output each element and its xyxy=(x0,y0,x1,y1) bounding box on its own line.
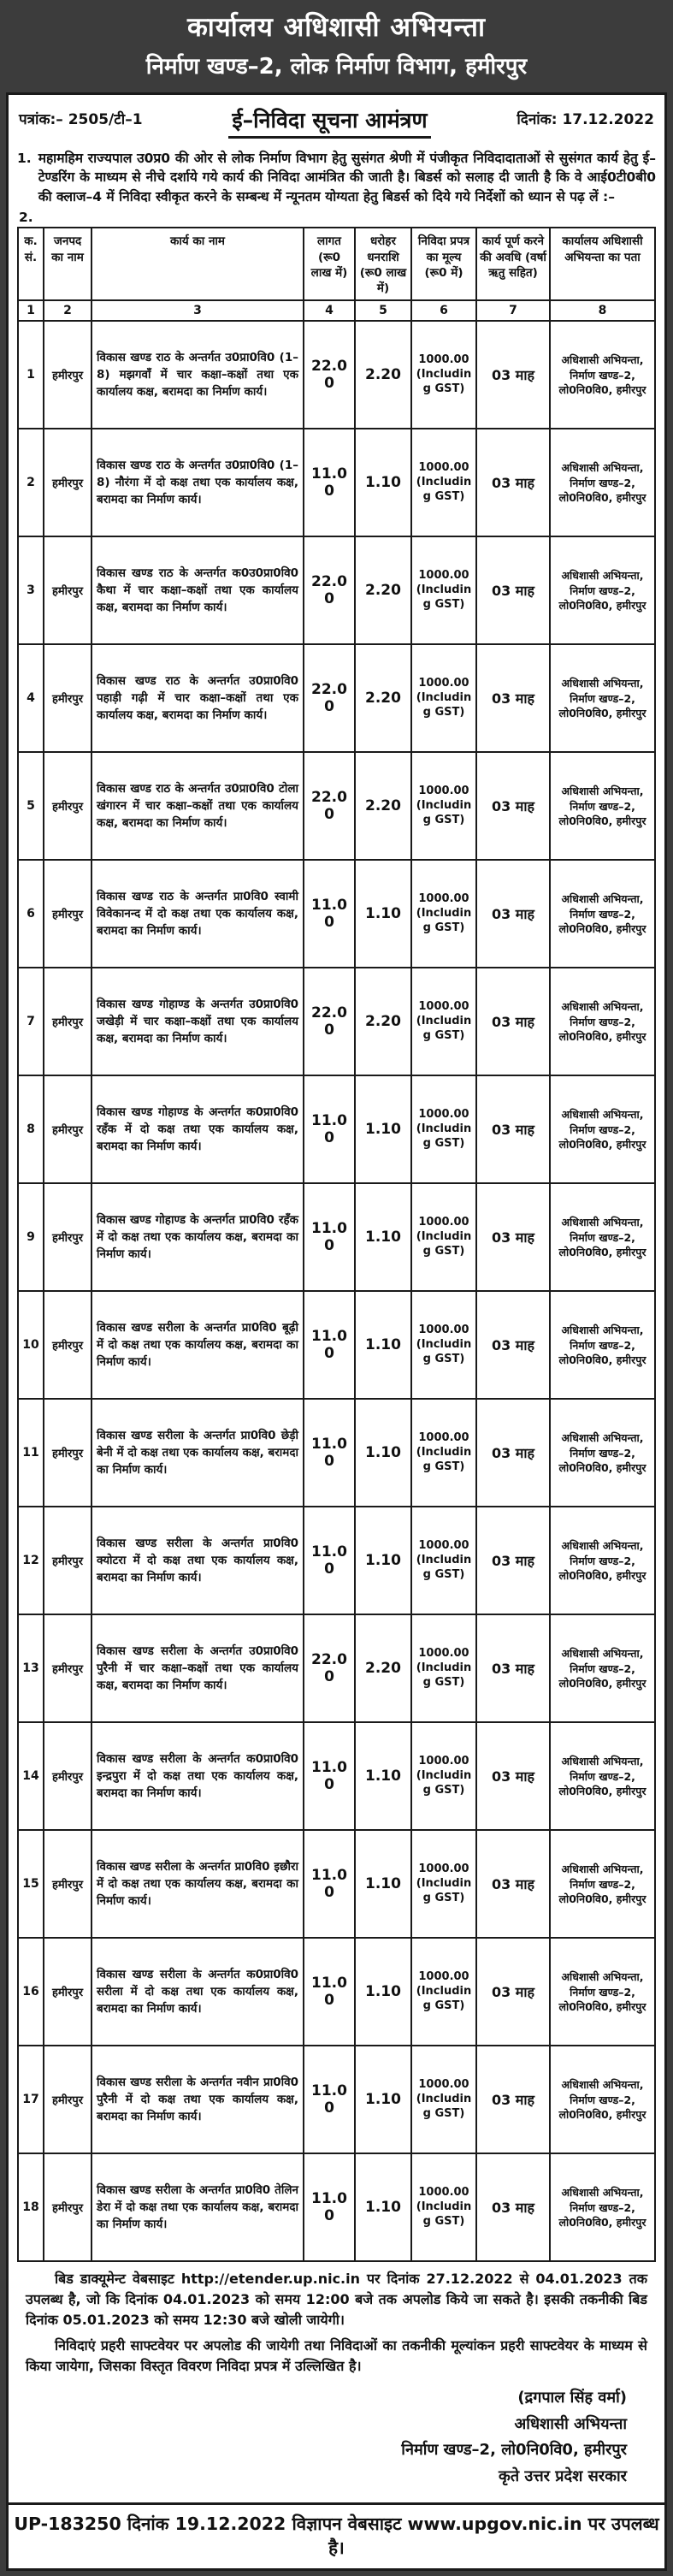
cell-district: हमीरपुर xyxy=(44,1614,92,1722)
table-row xyxy=(18,321,655,429)
table-row xyxy=(18,1399,655,1507)
cell-work: विकास खण्ड गोहाण्ड के अन्तर्गत क0प्रा0वि0 रहँक में दो कक्ष तथा एक कार्यालय कक्ष, बरामदा का निर्माण कार्य। xyxy=(92,1075,304,1183)
cell-fee: 1000.00 (Including GST) xyxy=(411,429,476,536)
signatory-name: (द्रगपाल सिंह वर्मा) xyxy=(517,2389,627,2407)
cell-emd: 2.20 xyxy=(355,644,411,752)
cell-duration: 03 माह xyxy=(476,644,550,752)
intro-item-number: 1. xyxy=(17,151,32,166)
signatory-on-behalf: कृते उत्तर प्रदेश सरकार xyxy=(499,2467,627,2486)
cell-duration: 03 माह xyxy=(476,2153,550,2261)
cell-cost: 11.00 xyxy=(304,2046,355,2153)
masthead xyxy=(0,0,673,92)
footer-notes xyxy=(17,2262,656,2385)
cell-duration: 03 माह xyxy=(476,1830,550,1938)
header-emd: धरोहर धनराशि (रू0 लाख में) xyxy=(355,228,411,300)
meta-row xyxy=(17,100,656,140)
cell-address: अधिशासी अभियन्ता, निर्माण खण्ड–2, लो0नि0वि0, हमीरपुर xyxy=(550,1722,655,1830)
cell-work: विकास खण्ड राठ के अन्तर्गत उ0प्रा0वि0 (1–8) नौरंगा में दो कक्ष तथा एक कार्यालय कक्ष, बरामदा का निर्माण कार्य। xyxy=(92,429,304,536)
cell-address: अधिशासी अभियन्ता, निर्माण खण्ड–2, लो0नि0वि0, हमीरपुर xyxy=(550,536,655,644)
cell-work: विकास खण्ड राठ के अन्तर्गत उ0प्रा0वि0 (1–8) मझगवाँ में चार कक्षा–कक्षों तथा एक कार्यालय कक्ष, बरामदा का निर्माण कार्य। xyxy=(92,321,304,429)
cell-district: हमीरपुर xyxy=(44,321,92,429)
cell-duration: 03 माह xyxy=(476,536,550,644)
cell-sno: 3 xyxy=(18,536,44,644)
item-2-number: 2. xyxy=(19,210,33,226)
cell-work: विकास खण्ड गोहाण्ड के अन्तर्गत उ0प्रा0वि0 जखेड़ी में चार कक्षा–कक्षों तथा एक कार्यालय कक्ष, बरामदा का निर्माण कार्य। xyxy=(92,968,304,1075)
cell-address: अधिशासी अभियन्ता, निर्माण खण्ड–2, लो0नि0वि0, हमीरपुर xyxy=(550,1830,655,1938)
table-row xyxy=(18,1075,655,1183)
cell-district: हमीरपुर xyxy=(44,644,92,752)
header-duration: कार्य पूर्ण करने की अवधि (वर्षा ऋतु सहित) xyxy=(476,228,550,300)
org-division: निर्माण खण्ड–2, लोक निर्माण विभाग, हमीरपुर xyxy=(145,54,528,80)
cell-sno: 1 xyxy=(18,321,44,429)
cell-district: हमीरपुर xyxy=(44,1399,92,1507)
cell-duration: 03 माह xyxy=(476,1507,550,1614)
letter-number: पत्रांक:– 2505/टी–1 xyxy=(19,111,143,128)
prahari-software-note: निविदाएं प्रहरी साफ्टवेयर पर अपलोड की जायेगी तथा निविदाओं का तकनीकी मूल्यांकन प्रहरी साफ्टवेयर के माध्यम से किया जायेगा, जिसका विस्तृत विवरण निविदा प्रपत्र में उल्लिखित है। xyxy=(26,2337,647,2375)
cell-sno: 7 xyxy=(18,968,44,1075)
advert-reference-bar: UP-183250 दिनांक 19.12.2022 विज्ञापन वेबसाइट www.upgov.nic.in पर उपलब्ध है। xyxy=(9,2502,664,2568)
cell-district: हमीरपुर xyxy=(44,2046,92,2153)
cell-fee: 1000.00 (Including GST) xyxy=(411,1075,476,1183)
cell-emd: 1.10 xyxy=(355,1075,411,1183)
cell-work: विकास खण्ड सरीला के अन्तर्गत प्रा0वि0 तेलिन डेरा में दो कक्ष तथा एक कार्यालय कक्ष, बरामदा का निर्माण कार्य। xyxy=(92,2153,304,2261)
cell-duration: 03 माह xyxy=(476,860,550,968)
cell-work: विकास खण्ड सरीला के अन्तर्गत प्रा0वि0 क्योटरा में दो कक्ष तथा एक कार्यालय कक्ष, बरामदा का निर्माण कार्य। xyxy=(92,1507,304,1614)
cell-emd: 2.20 xyxy=(355,321,411,429)
cell-fee: 1000.00 (Including GST) xyxy=(411,1938,476,2046)
cell-duration: 03 माह xyxy=(476,2046,550,2153)
cell-emd: 2.20 xyxy=(355,536,411,644)
cell-district: हमीरपुर xyxy=(44,752,92,860)
cell-duration: 03 माह xyxy=(476,752,550,860)
cell-work: विकास खण्ड सरीला के अन्तर्गत नवीन प्रा0वि0 पुरैनी में दो कक्ष तथा एक कार्यालय कक्ष, बरामदा का निर्माण कार्य। xyxy=(92,2046,304,2153)
header-sno: क. सं. xyxy=(18,228,44,300)
cell-work: विकास खण्ड सरीला के अन्तर्गत क0प्रा0वि0 इन्द्रपुरा में दो कक्ष तथा एक कार्यालय कक्ष, बरामदा का निर्माण कार्य। xyxy=(92,1722,304,1830)
cell-emd: 1.10 xyxy=(355,2153,411,2261)
cell-district: हमीरपुर xyxy=(44,1291,92,1399)
colnum-6: 6 xyxy=(411,300,476,321)
cell-emd: 1.10 xyxy=(355,860,411,968)
header-work: कार्य का नाम xyxy=(92,228,304,300)
cell-cost: 11.00 xyxy=(304,860,355,968)
cell-emd: 1.10 xyxy=(355,1830,411,1938)
cell-sno: 2 xyxy=(18,429,44,536)
cell-emd: 1.10 xyxy=(355,1722,411,1830)
cell-cost: 11.00 xyxy=(304,1075,355,1183)
cell-duration: 03 माह xyxy=(476,1938,550,2046)
cell-fee: 1000.00 (Including GST) xyxy=(411,2046,476,2153)
colnum-7: 7 xyxy=(476,300,550,321)
cell-duration: 03 माह xyxy=(476,1722,550,1830)
cell-emd: 1.10 xyxy=(355,1183,411,1291)
cell-sno: 13 xyxy=(18,1614,44,1722)
table-row xyxy=(18,536,655,644)
cell-sno: 14 xyxy=(18,1722,44,1830)
cell-work: विकास खण्ड गोहाण्ड के अन्तर्गत प्रा0वि0 रहँक में दो कक्ष तथा एक कार्यालय कक्ष, बरामदा का निर्माण कार्य। xyxy=(92,1183,304,1291)
signatory-division: निर्माण खण्ड–2, लो0नि0वि0, हमीरपुर xyxy=(401,2441,627,2460)
cell-duration: 03 माह xyxy=(476,1075,550,1183)
cell-cost: 22.00 xyxy=(304,536,355,644)
cell-emd: 1.10 xyxy=(355,1399,411,1507)
org-name: कार्यालय अधिशासी अभियन्ता xyxy=(186,12,487,43)
cell-fee: 1000.00 (Including GST) xyxy=(411,752,476,860)
document-body xyxy=(6,92,667,2571)
cell-cost: 11.00 xyxy=(304,1507,355,1614)
table-row xyxy=(18,1938,655,2046)
cell-cost: 22.00 xyxy=(304,968,355,1075)
table-row xyxy=(18,968,655,1075)
cell-fee: 1000.00 (Including GST) xyxy=(411,1722,476,1830)
cell-duration: 03 माह xyxy=(476,1399,550,1507)
cell-address: अधिशासी अभियन्ता, निर्माण खण्ड–2, लो0नि0वि0, हमीरपुर xyxy=(550,644,655,752)
cell-sno: 9 xyxy=(18,1183,44,1291)
cell-cost: 11.00 xyxy=(304,429,355,536)
cell-address: अधिशासी अभियन्ता, निर्माण खण्ड–2, लो0नि0वि0, हमीरपुर xyxy=(550,429,655,536)
cell-sno: 12 xyxy=(18,1507,44,1614)
cell-emd: 1.10 xyxy=(355,1507,411,1614)
table-row xyxy=(18,1183,655,1291)
cell-fee: 1000.00 (Including GST) xyxy=(411,1830,476,1938)
cell-address: अधिशासी अभियन्ता, निर्माण खण्ड–2, लो0नि0वि0, हमीरपुर xyxy=(550,1399,655,1507)
cell-address: अधिशासी अभियन्ता, निर्माण खण्ड–2, लो0नि0वि0, हमीरपुर xyxy=(550,1507,655,1614)
cell-work: विकास खण्ड सरीला के अन्तर्गत उ0प्रा0वि0 पुरैनी में चार कक्षा–कक्षों तथा एक कार्यालय कक्ष, बरामदा का निर्माण कार्य। xyxy=(92,1614,304,1722)
header-district: जनपद का नाम xyxy=(44,228,92,300)
table-row xyxy=(18,2046,655,2153)
cell-duration: 03 माह xyxy=(476,1183,550,1291)
intro-item-text: महामहिम राज्यपाल उ0प्र0 की ओर से लोक निर्माण विभाग हेतु सुसंगत श्रेणी में पंजीकृत निविदादाताओं से सुसंगत कार्य हेतु ई–टेण्डरिंग के माध्यम से नीचे दर्शाये गये कार्य की निविदा आमंत्रित की जाती है। बिडर्स को सलाह दी जाती है कि वे आई0टी0बी0 की क्लाज–4 में निविदा स्वीकृत करने के सम्बन्ध में न्यूनतम योग्यता हेतु बिडर्स को दिये गये निर्देशों को ध्यान से पढ़ लें :– xyxy=(38,151,656,204)
colnum-5: 5 xyxy=(355,300,411,321)
colnum-8: 8 xyxy=(550,300,655,321)
tender-table xyxy=(17,227,656,2262)
cell-emd: 1.10 xyxy=(355,429,411,536)
cell-fee: 1000.00 (Including GST) xyxy=(411,860,476,968)
notice-title: ई–निविदा सूचना आमंत्रण xyxy=(228,105,430,139)
cell-cost: 11.00 xyxy=(304,1830,355,1938)
cell-address: अधिशासी अभियन्ता, निर्माण खण्ड–2, लो0नि0वि0, हमीरपुर xyxy=(550,2046,655,2153)
signature-block xyxy=(17,2385,656,2502)
cell-sno: 8 xyxy=(18,1075,44,1183)
cell-emd: 1.10 xyxy=(355,2046,411,2153)
colnum-2: 2 xyxy=(44,300,92,321)
colnum-3: 3 xyxy=(92,300,304,321)
table-row xyxy=(18,860,655,968)
cell-cost: 11.00 xyxy=(304,1399,355,1507)
cell-fee: 1000.00 (Including GST) xyxy=(411,968,476,1075)
cell-fee: 1000.00 (Including GST) xyxy=(411,1183,476,1291)
tender-table-body xyxy=(18,321,655,2261)
cell-address: अधिशासी अभियन्ता, निर्माण खण्ड–2, लो0नि0वि0, हमीरपुर xyxy=(550,1938,655,2046)
cell-cost: 22.00 xyxy=(304,644,355,752)
cell-address: अधिशासी अभियन्ता, निर्माण खण्ड–2, लो0नि0वि0, हमीरपुर xyxy=(550,2153,655,2261)
document-inner xyxy=(9,95,664,2502)
cell-sno: 6 xyxy=(18,860,44,968)
cell-sno: 17 xyxy=(18,2046,44,2153)
table-row xyxy=(18,644,655,752)
cell-emd: 2.20 xyxy=(355,752,411,860)
table-row xyxy=(18,752,655,860)
cell-duration: 03 माह xyxy=(476,1614,550,1722)
cell-work: विकास खण्ड सरीला के अन्तर्गत प्रा0वि0 बूढ़ी में दो कक्ष तथा एक कार्यालय कक्ष, बरामदा का निर्माण कार्य। xyxy=(92,1291,304,1399)
cell-sno: 11 xyxy=(18,1399,44,1507)
cell-sno: 4 xyxy=(18,644,44,752)
tender-table-head xyxy=(18,228,655,321)
cell-work: विकास खण्ड सरीला के अन्तर्गत क0प्रा0वि0 सरीला में दो कक्ष तथा एक कार्यालय कक्ष, बरामदा का निर्माण कार्य। xyxy=(92,1938,304,2046)
cell-address: अधिशासी अभियन्ता, निर्माण खण्ड–2, लो0नि0वि0, हमीरपुर xyxy=(550,1614,655,1722)
cell-duration: 03 माह xyxy=(476,968,550,1075)
header-cost: लागत (रू0 लाख में) xyxy=(304,228,355,300)
cell-fee: 1000.00 (Including GST) xyxy=(411,644,476,752)
cell-address: अधिशासी अभियन्ता, निर्माण खण्ड–2, लो0नि0वि0, हमीरपुर xyxy=(550,752,655,860)
cell-cost: 11.00 xyxy=(304,2153,355,2261)
table-row xyxy=(18,1722,655,1830)
cell-cost: 22.00 xyxy=(304,321,355,429)
cell-sno: 18 xyxy=(18,2153,44,2261)
header-row xyxy=(18,228,655,300)
table-row xyxy=(18,1291,655,1399)
cell-district: हमीरपुर xyxy=(44,536,92,644)
colnum-4: 4 xyxy=(304,300,355,321)
cell-fee: 1000.00 (Including GST) xyxy=(411,1614,476,1722)
cell-emd: 1.10 xyxy=(355,1938,411,2046)
cell-duration: 03 माह xyxy=(476,321,550,429)
cell-address: अधिशासी अभियन्ता, निर्माण खण्ड–2, लो0नि0वि0, हमीरपुर xyxy=(550,860,655,968)
cell-district: हमीरपुर xyxy=(44,1183,92,1291)
cell-duration: 03 माह xyxy=(476,1291,550,1399)
cell-cost: 11.00 xyxy=(304,1183,355,1291)
cell-fee: 1000.00 (Including GST) xyxy=(411,2153,476,2261)
header-address: कार्यालय अधिशासी अभियन्ता का पता xyxy=(550,228,655,300)
table-row xyxy=(18,1507,655,1614)
cell-duration: 03 माह xyxy=(476,429,550,536)
cell-fee: 1000.00 (Including GST) xyxy=(411,1291,476,1399)
cell-cost: 22.00 xyxy=(304,1614,355,1722)
cell-cost: 11.00 xyxy=(304,1291,355,1399)
table-row xyxy=(18,429,655,536)
cell-fee: 1000.00 (Including GST) xyxy=(411,321,476,429)
cell-cost: 22.00 xyxy=(304,752,355,860)
cell-district: हमीरपुर xyxy=(44,2153,92,2261)
bid-document-note: बिड डाक्यूमेन्ट वेबसाइट http://etender.up.nic.in पर दिनांक 27.12.2022 से 04.01.2023 तक उपलब्ध है, जो कि दिनांक 04.01.2023 को समय 12:00 बजे तक अपलोड किये जा सकते है। इसकी तकनीकी बिड दिनांक 05.01.2023 को समय 12:30 बजे खोली जायेगी। xyxy=(26,2271,647,2329)
cell-cost: 11.00 xyxy=(304,1938,355,2046)
column-number-row xyxy=(18,300,655,321)
table-row xyxy=(18,2153,655,2261)
cell-sno: 16 xyxy=(18,1938,44,2046)
cell-district: हमीरपुर xyxy=(44,1075,92,1183)
cell-fee: 1000.00 (Including GST) xyxy=(411,1399,476,1507)
cell-district: हमीरपुर xyxy=(44,1938,92,2046)
cell-address: अधिशासी अभियन्ता, निर्माण खण्ड–2, लो0नि0वि0, हमीरपुर xyxy=(550,1183,655,1291)
cell-district: हमीरपुर xyxy=(44,860,92,968)
cell-work: विकास खण्ड राठ के अन्तर्गत उ0प्रा0वि0 टोला खंगारन में चार कक्षा–कक्षों तथा एक कार्यालय कक्ष, बरामदा का निर्माण कार्य। xyxy=(92,752,304,860)
cell-district: हमीरपुर xyxy=(44,1830,92,1938)
cell-address: अधिशासी अभियन्ता, निर्माण खण्ड–2, लो0नि0वि0, हमीरपुर xyxy=(550,1291,655,1399)
cell-district: हमीरपुर xyxy=(44,1722,92,1830)
cell-work: विकास खण्ड सरीला के अन्तर्गत प्रा0वि0 छेड़ी बेनी में दो कक्ष तथा एक कार्यालय कक्ष, बरामदा का निर्माण कार्य। xyxy=(92,1399,304,1507)
cell-fee: 1000.00 (Including GST) xyxy=(411,1507,476,1614)
cell-work: विकास खण्ड राठ के अन्तर्गत प्रा0वि0 स्वामी विवेकानन्द में दो कक्ष तथा एक कार्यालय कक्ष, बरामदा का निर्माण कार्य। xyxy=(92,860,304,968)
table-row xyxy=(18,1614,655,1722)
cell-address: अधिशासी अभियन्ता, निर्माण खण्ड–2, लो0नि0वि0, हमीरपुर xyxy=(550,321,655,429)
cell-district: हमीरपुर xyxy=(44,968,92,1075)
cell-district: हमीरपुर xyxy=(44,429,92,536)
cell-work: विकास खण्ड सरीला के अन्तर्गत प्रा0वि0 इछौरा में दो कक्ष तथा एक कार्यालय कक्ष, बरामदा का निर्माण कार्य। xyxy=(92,1830,304,1938)
colnum-1: 1 xyxy=(18,300,44,321)
intro-paragraph xyxy=(17,149,656,206)
cell-address: अधिशासी अभियन्ता, निर्माण खण्ड–2, लो0नि0वि0, हमीरपुर xyxy=(550,968,655,1075)
header-fee: निविदा प्रपत्र का मूल्य (रू0 में) xyxy=(411,228,476,300)
notice-date: दिनांक: 17.12.2022 xyxy=(517,111,654,128)
signatory-designation: अधिशासी अभियन्ता xyxy=(514,2414,627,2433)
cell-sno: 5 xyxy=(18,752,44,860)
table-row xyxy=(18,1830,655,1938)
cell-fee: 1000.00 (Including GST) xyxy=(411,536,476,644)
cell-emd: 2.20 xyxy=(355,968,411,1075)
cell-sno: 15 xyxy=(18,1830,44,1938)
cell-address: अधिशासी अभियन्ता, निर्माण खण्ड–2, लो0नि0वि0, हमीरपुर xyxy=(550,1075,655,1183)
cell-emd: 2.20 xyxy=(355,1614,411,1722)
cell-work: विकास खण्ड राठ के अन्तर्गत क0उ0प्रा0वि0 कैथा में चार कक्षा–कक्षों तथा एक कार्यालय कक्ष, बरामदा का निर्माण कार्य। xyxy=(92,536,304,644)
cell-sno: 10 xyxy=(18,1291,44,1399)
cell-work: विकास खण्ड राठ के अन्तर्गत उ0प्रा0वि0 पहाड़ी गढ़ी में चार कक्षा–कक्षों तथा एक कार्यालय कक्ष, बरामदा का निर्माण कार्य। xyxy=(92,644,304,752)
cell-district: हमीरपुर xyxy=(44,1507,92,1614)
cell-emd: 1.10 xyxy=(355,1291,411,1399)
cell-cost: 11.00 xyxy=(304,1722,355,1830)
